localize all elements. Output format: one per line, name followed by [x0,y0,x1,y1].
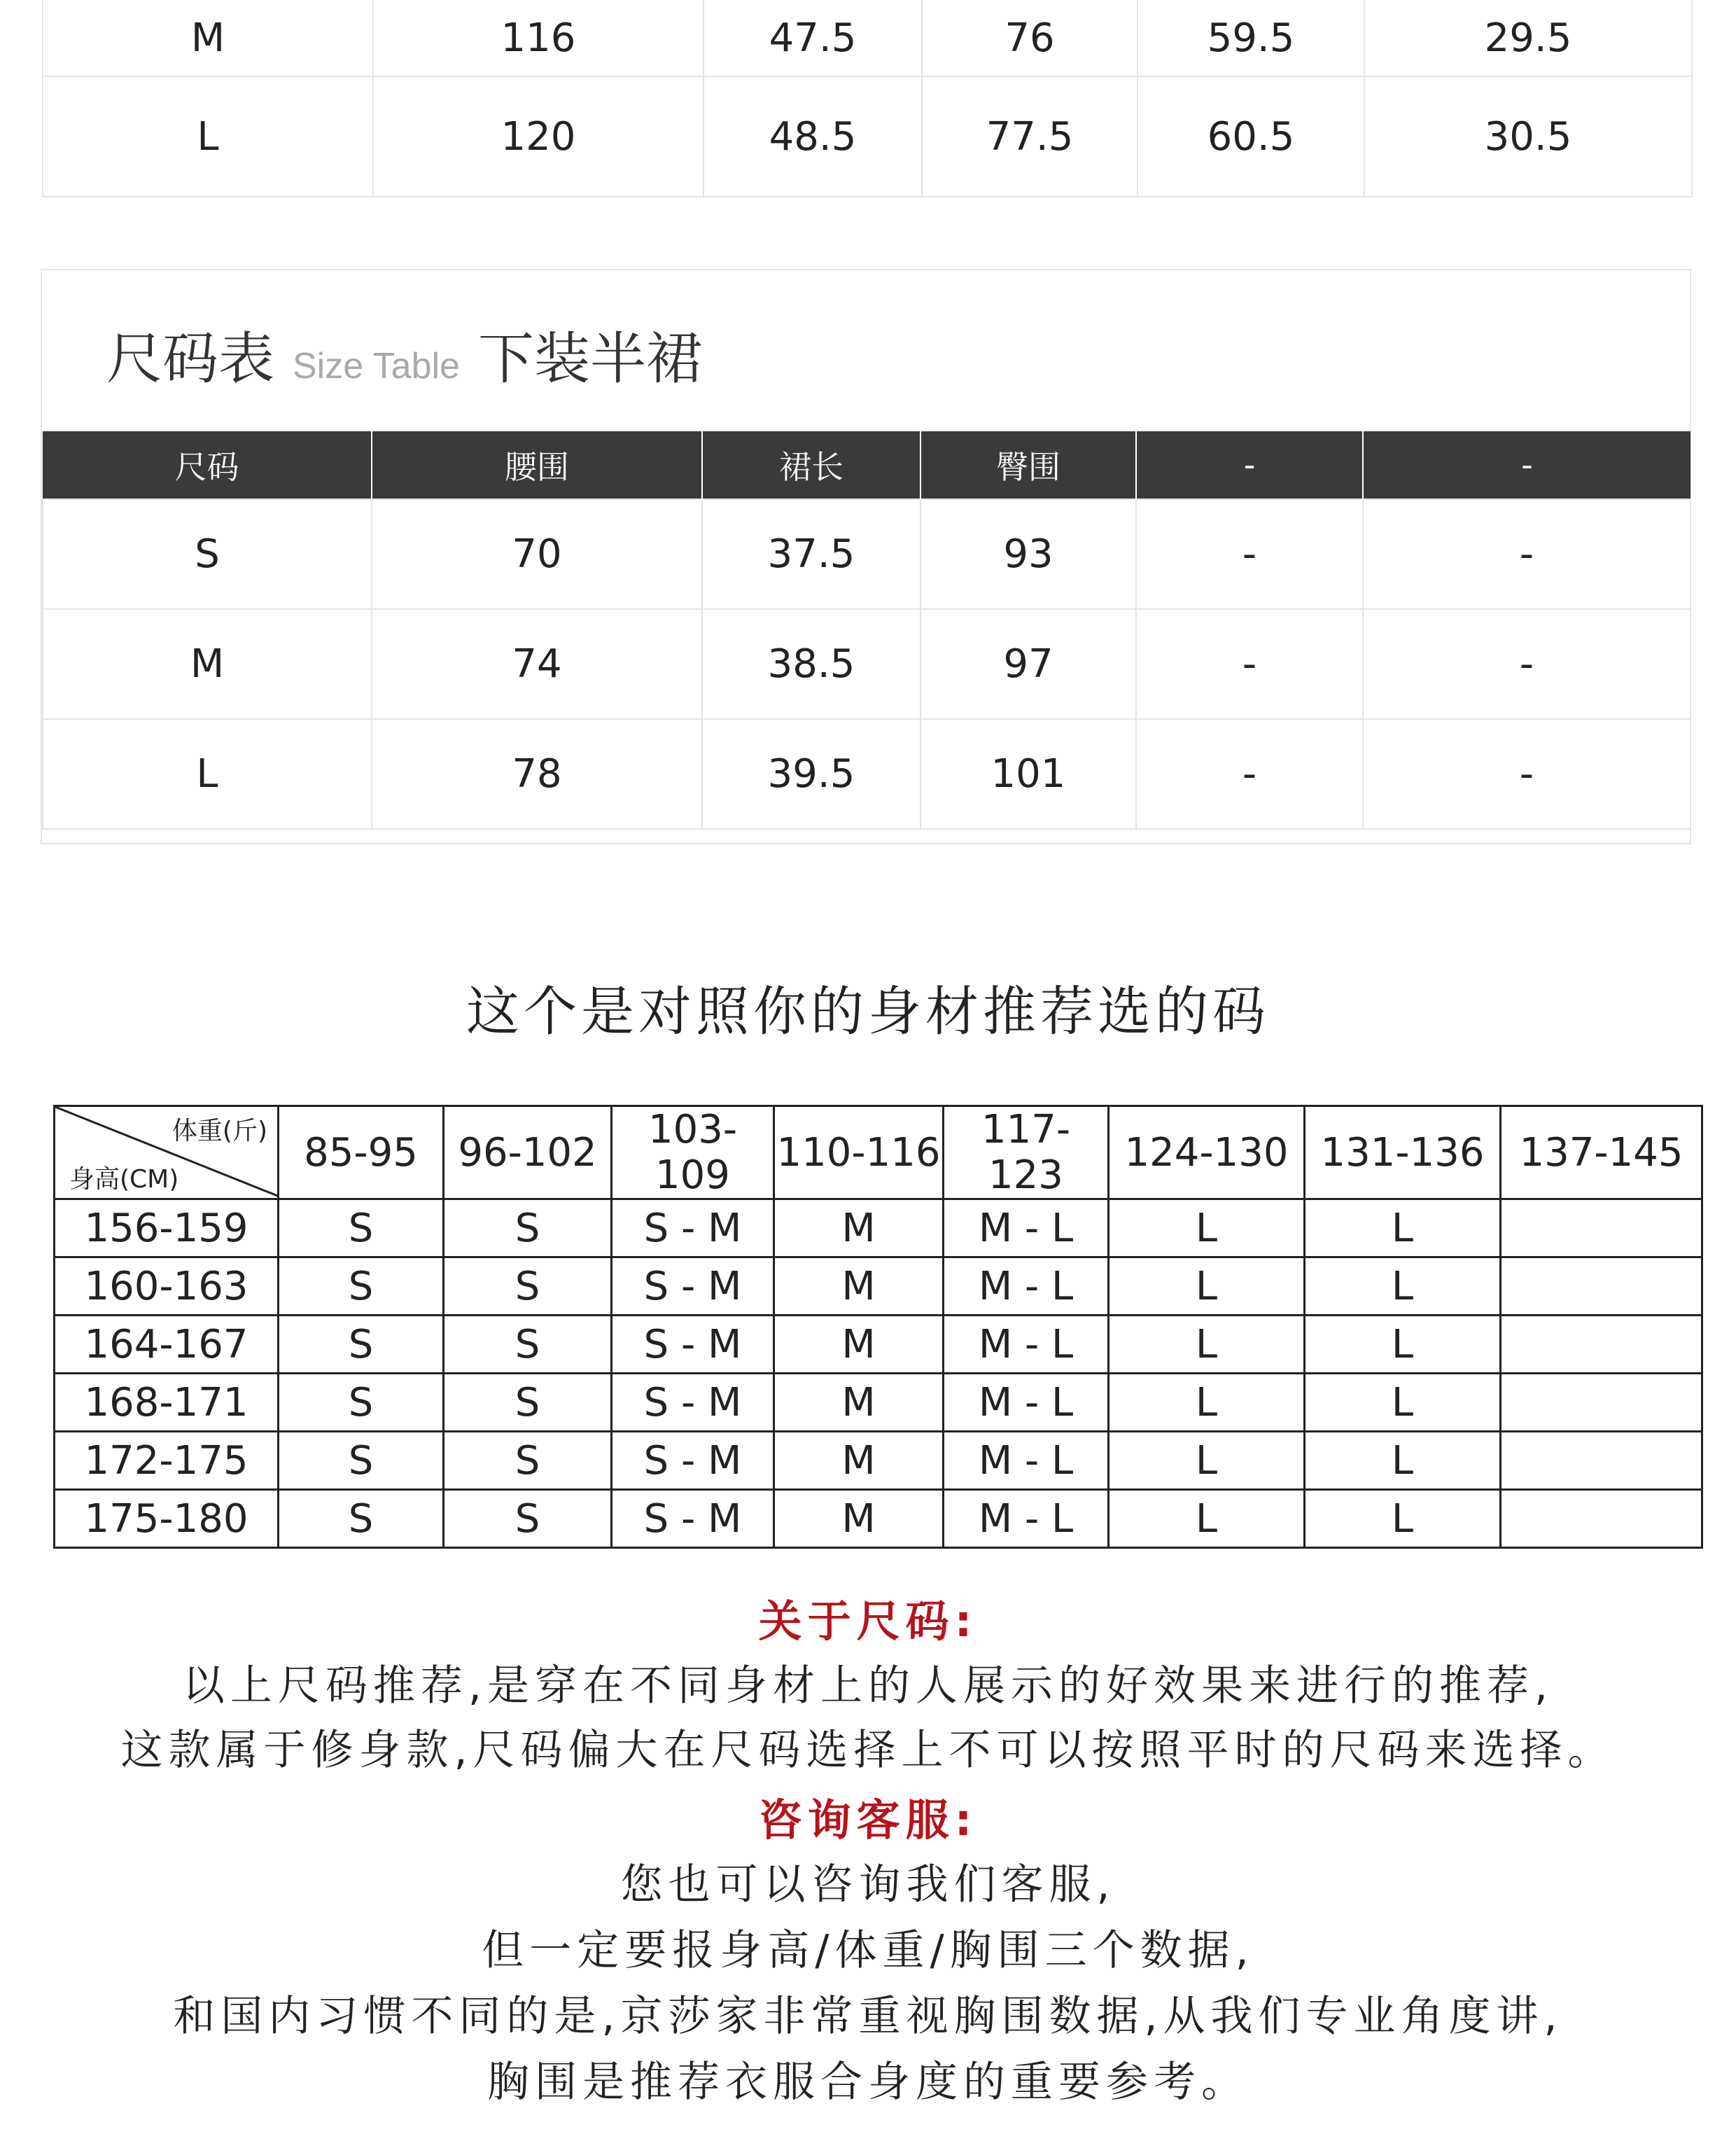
height-range-cell: 175-180 [55,1490,279,1548]
size-cell: S [279,1374,444,1432]
size-cell [1501,1432,1702,1490]
height-label: 身高(CM) [69,1165,179,1194]
recommend-size-table [53,1105,1703,1549]
size-cell: L [1305,1316,1501,1374]
size-cell: S [444,1316,612,1374]
service-note-heading [0,1785,1736,1848]
size-cell: M - L [944,1432,1109,1490]
size-cell: L [1305,1490,1501,1548]
table-cell: 29.5 [1364,0,1692,76]
corner-header [55,1106,279,1199]
table-cell: 30.5 [1364,76,1692,197]
table-cell: 39.5 [702,719,920,829]
table-row [55,1257,1702,1316]
table-cell: M [43,609,372,719]
size-cell: M - L [944,1490,1109,1548]
size-cell: S [279,1432,444,1490]
size-note-line: 这款属于修身款,尺码偏大在尺码选择上不可以按照平时的尺码来选择。 [120,1726,1616,1775]
table-header-row [43,431,1690,499]
size-cell [1501,1374,1702,1432]
size-cell [1501,1490,1702,1548]
size-cell: L [1109,1257,1305,1316]
height-range-cell: 172-175 [55,1432,279,1490]
size-cell: S [279,1199,444,1257]
table-cell: 93 [920,499,1136,609]
table-row [43,719,1690,829]
size-cell: M [774,1490,944,1548]
table-row [55,1432,1702,1490]
size-cell: S [444,1490,612,1548]
title-subtitle: 下装半裙 [477,326,702,391]
table-cell: 74 [372,609,702,719]
table-row [55,1374,1702,1432]
service-note-line: 但一定要报身高/体重/胸围三个数据, [482,1926,1254,1975]
height-range-cell: 164-167 [55,1316,279,1374]
table-cell: S [43,499,372,609]
table-cell: 97 [920,609,1136,719]
service-note-line: 胸围是推荐衣服合身度的重要参考。 [487,2058,1249,2107]
size-cell: M - L [944,1374,1109,1432]
title-en: Size Table [293,346,460,386]
height-range-cell: 168-171 [55,1374,279,1432]
table-cell: L [43,76,373,197]
size-cell: S [444,1432,612,1490]
table-cell: 37.5 [702,499,920,609]
weight-header: 137-145 [1501,1106,1702,1199]
table-cell: 60.5 [1138,76,1364,197]
table-row [43,0,1692,76]
service-heading-text: 咨询客服: [758,1794,978,1846]
weight-header: 131-136 [1305,1106,1501,1199]
column-header: - [1136,431,1363,499]
weight-header: 110-116 [774,1106,944,1199]
size-cell: L [1109,1374,1305,1432]
size-cell: L [1109,1432,1305,1490]
size-cell: L [1305,1199,1501,1257]
weight-header: 124-130 [1109,1106,1305,1199]
skirt-size-table [42,431,1691,830]
table-header-row [55,1106,1702,1199]
size-cell [1501,1199,1702,1257]
weight-label: 体重(斤) [172,1117,267,1145]
size-note-line: 以上尺码推荐,是穿在不同身材上的人展示的好效果来进行的推荐, [182,1661,1554,1710]
weight-header: 85-95 [279,1106,444,1199]
top-size-table [42,0,1693,197]
size-note-heading [0,1586,1736,1649]
weight-header: 117-123 [944,1106,1109,1199]
height-range-cell: 160-163 [55,1257,279,1316]
column-header: 尺码 [43,431,372,499]
table-cell: 101 [920,719,1136,829]
size-cell: S - M [612,1316,774,1374]
size-cell: L [1109,1199,1305,1257]
size-cell: M [774,1257,944,1316]
column-header: 臀围 [920,431,1136,499]
size-cell: S [279,1316,444,1374]
table-cell: L [43,719,372,829]
service-note-line: 和国内习惯不同的是,京莎家非常重视胸围数据,从我们专业角度讲, [173,1992,1563,2041]
table-cell: - [1363,499,1690,609]
table-cell: 47.5 [704,0,922,76]
table-row [55,1199,1702,1257]
table-cell: 78 [372,719,702,829]
size-cell: S - M [612,1374,774,1432]
size-cell: M [774,1316,944,1374]
size-heading-text: 关于尺码: [758,1596,978,1647]
weight-header: 103-109 [612,1106,774,1199]
table-cell: 48.5 [704,76,922,197]
table-row [55,1490,1702,1548]
table-cell: - [1136,499,1363,609]
size-cell: M [774,1199,944,1257]
size-cell: M [774,1432,944,1490]
column-header: 腰围 [372,431,702,499]
size-cell: S [279,1490,444,1548]
size-cell: M - L [944,1316,1109,1374]
size-cell: L [1305,1432,1501,1490]
size-cell: S [444,1374,612,1432]
size-cell: S - M [612,1490,774,1548]
table-cell: M [43,0,373,76]
table-cell: 120 [373,76,704,197]
table-cell: - [1136,719,1363,829]
table-cell: - [1363,719,1690,829]
size-cell: S [444,1199,612,1257]
size-cell: L [1109,1490,1305,1548]
size-cell: L [1305,1374,1501,1432]
table-row [43,76,1692,197]
table-cell: - [1136,609,1363,719]
weight-header: 96-102 [444,1106,612,1199]
height-range-cell: 156-159 [55,1199,279,1257]
size-cell: S - M [612,1432,774,1490]
table-row [55,1316,1702,1374]
service-note-line: 您也可以咨询我们客服, [620,1860,1116,1909]
table-cell: - [1363,609,1690,719]
table-cell: 70 [372,499,702,609]
size-cell [1501,1316,1702,1374]
title-cn: 尺码表 [106,326,274,391]
column-header: - [1363,431,1690,499]
table-row [43,499,1690,609]
size-cell: L [1305,1257,1501,1316]
table-cell: 59.5 [1138,0,1364,76]
table-cell: 77.5 [922,76,1138,197]
table-cell: 76 [922,0,1138,76]
section-title [106,314,702,394]
table-cell: 38.5 [702,609,920,719]
size-cell: L [1109,1316,1305,1374]
table-row [43,609,1690,719]
size-cell: S - M [612,1257,774,1316]
size-cell [1501,1257,1702,1316]
size-cell: M - L [944,1199,1109,1257]
table-cell: 116 [373,0,704,76]
size-cell: S [279,1257,444,1316]
recommend-heading: 这个是对照你的身材推荐选的码 [466,980,1270,1042]
column-header: 裙长 [702,431,920,499]
size-cell: M - L [944,1257,1109,1316]
size-cell: M [774,1374,944,1432]
size-cell: S - M [612,1199,774,1257]
size-cell: S [444,1257,612,1316]
